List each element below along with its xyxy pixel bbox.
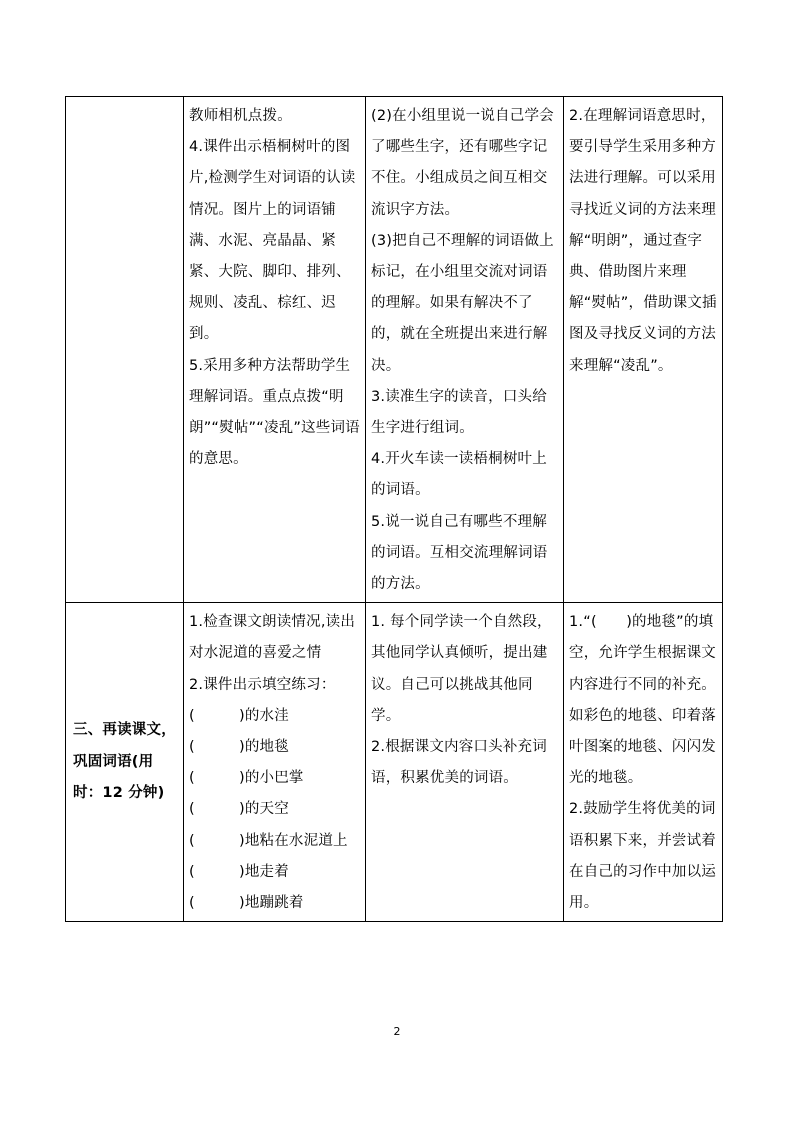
student-activity-line: (3)把自己不理解的词语做上标记，在小组里交流对词语的理解。如果有解决不了的，就在全班提出来进行解决。 bbox=[371, 232, 554, 374]
student-activity-line: (2)在小组里说一说自己学会了哪些生字，还有哪些字记不住。小组成员之间互相交流识字方法。 bbox=[371, 108, 554, 218]
fill-blank-item: ( )的地毯 bbox=[189, 739, 289, 756]
teacher-activity-line: 教师相机点拨。 bbox=[189, 108, 292, 124]
fill-blank-item: ( )地粘在水泥道上 bbox=[189, 832, 348, 849]
student-activity-line: 2.根据课文内容口头补充词语，积累优美的词语。 bbox=[371, 739, 547, 787]
student-activity-cell bbox=[366, 603, 564, 922]
table-row-reread-text bbox=[66, 603, 723, 922]
teacher-activity-line: 4.课件出示梧桐树叶的图片,检测学生对词语的认读情况。图片上的词语铺满、水泥、亮晶晶、紧紧、大院、脚印、排列、规则、凌乱、棕红、迟到。 bbox=[189, 139, 356, 343]
student-activity-line: 3.读准生字的读音，口头给生字进行组词。 bbox=[371, 388, 547, 437]
student-activity-cell bbox=[366, 97, 564, 603]
design-notes-cell bbox=[564, 603, 723, 922]
fill-blank-item: ( )地走着 bbox=[189, 863, 289, 880]
teacher-activity-line: 5.采用多种方法帮助学生理解词语。重点点拨“明朗”“熨帖”“凌乱”这些词语的意思。 bbox=[189, 357, 360, 468]
fill-blank-item: ( )的小巴掌 bbox=[189, 770, 304, 787]
teacher-activity-line: 1.检查课文朗读情况,读出对水泥道的喜爱之情 bbox=[189, 614, 356, 662]
fill-blank-item: ( )的水洼 bbox=[189, 707, 289, 724]
fill-blank-item: ( )的天空 bbox=[189, 801, 289, 818]
fill-blank-item: ( )地蹦跳着 bbox=[189, 895, 304, 912]
student-activity-line: 5.说一说自己有哪些不理解的词语。互相交流理解词语的方法。 bbox=[371, 513, 548, 593]
student-activity-line: 4.开火车读一读梧桐树叶上的词语。 bbox=[371, 451, 547, 499]
student-activity-line: 1. 每个同学读一个自然段，其他同学认真倾听，提出建议。自己可以挑战其他同学。 bbox=[371, 614, 552, 724]
design-notes-cell bbox=[564, 97, 723, 603]
stage-cell bbox=[66, 97, 184, 603]
table-row-literacy-continued bbox=[66, 97, 723, 603]
teacher-activity-cell bbox=[184, 97, 366, 603]
lesson-plan-table bbox=[65, 96, 723, 922]
page-number: 2 bbox=[393, 1025, 401, 1038]
design-note-line: 2.在理解词语意思时，要引导学生采用多种方法进行理解。可以采用寻找近义词的方法来理解“明朗”，通过查字典、借助图片来理解“熨帖”，借助课文插图及寻找反义词的方法来理解“凌乱”。 bbox=[569, 108, 717, 374]
teacher-activity-cell bbox=[184, 603, 366, 922]
design-note-line: 2.鼓励学生将优美的词语积累下来，并尝试着在自己的习作中加以运用。 bbox=[569, 801, 716, 912]
design-note-line: 1.“( )的地毯”的填空，允许学生根据课文内容进行不同的补充。如彩色的地毯、印着落叶图案的地毯、闪闪发光的地毯。 bbox=[569, 614, 716, 787]
teacher-activity-line: 2.课件出示填空练习： bbox=[189, 676, 336, 693]
stage-cell: 三、再读课文，巩固词语(用时：12 分钟) bbox=[66, 603, 184, 922]
